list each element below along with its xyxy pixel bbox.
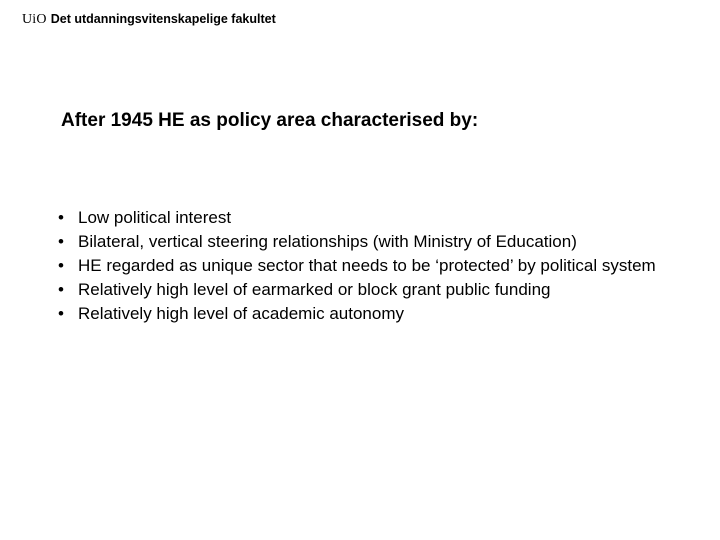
uio-logo	[22, 13, 47, 27]
bullet-item	[58, 254, 708, 278]
bullet-item	[58, 302, 708, 326]
bullet-marker: •	[58, 280, 64, 299]
bullet-item	[58, 230, 708, 254]
faculty-name: Det utdanningsvitenskapelige fakultet	[50, 12, 276, 26]
slide-title: After 1945 HE as policy area characterised by:	[61, 110, 479, 131]
bullet-marker: •	[58, 256, 64, 275]
bullet-item	[58, 206, 708, 230]
bullet-text: Relatively high level of earmarked or block grant public funding	[78, 280, 551, 299]
bullet-text: HE regarded as unique sector that needs to be ‘protected’ by political system	[78, 256, 656, 275]
bullet-text: Low political interest	[78, 208, 232, 227]
bullet-text: Bilateral, vertical steering relationships (with Ministry of Education)	[78, 232, 577, 251]
bullet-marker: •	[58, 232, 64, 251]
slide-header	[22, 13, 276, 27]
uio-logo-text: UiO	[22, 12, 47, 27]
bullet-marker: •	[58, 304, 64, 323]
bullet-marker: •	[58, 208, 64, 227]
bullet-text: Relatively high level of academic autonomy	[78, 304, 405, 323]
bullet-list	[58, 206, 708, 326]
bullet-item	[58, 278, 708, 302]
